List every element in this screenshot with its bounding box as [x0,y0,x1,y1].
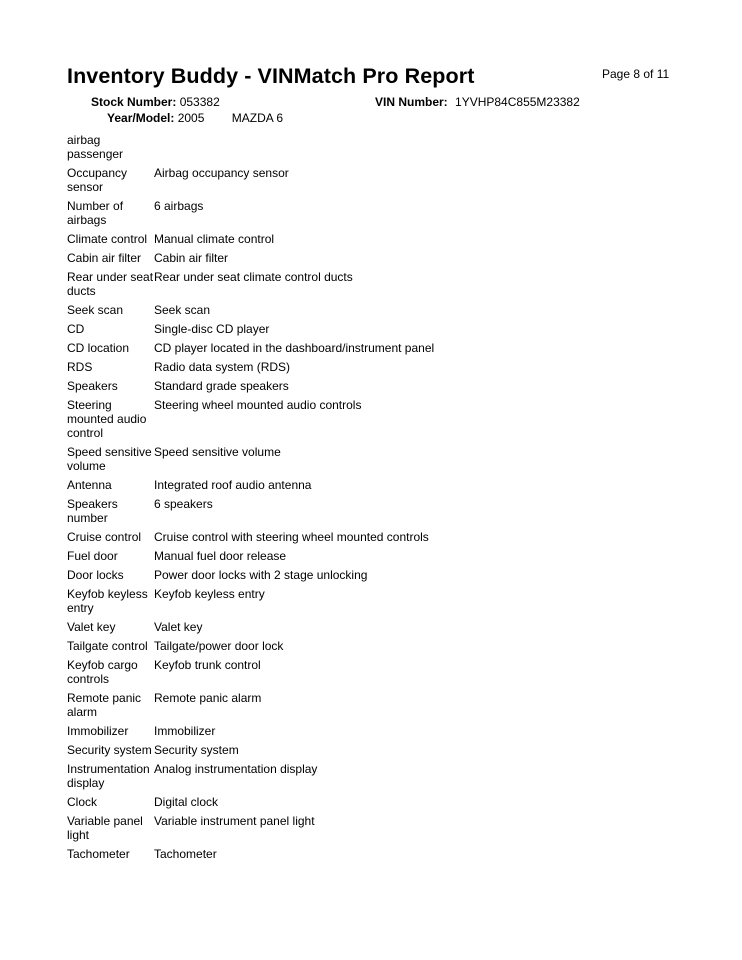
spec-value: Steering wheel mounted audio controls [154,398,362,412]
spec-row [67,396,687,443]
spec-value: Cabin air filter [154,251,229,265]
spec-value: Seek scan [154,303,211,317]
spec-name: Valet key [67,620,116,634]
spec-value: Variable instrument panel light [154,814,315,828]
spec-row [67,301,687,320]
vin-number-value: 1YVHP84C855M23382 [455,95,580,109]
stock-number-label: Stock Number: [91,95,177,109]
spec-row [67,197,687,230]
spec-name: Fuel door [67,549,118,563]
spec-row [67,230,687,249]
page-number: Page 8 of 11 [602,67,670,81]
spec-value: Power door locks with 2 stage unlocking [154,568,368,582]
vin-number [375,95,580,109]
spec-value: Manual fuel door release [154,549,287,563]
spec-name: Door locks [67,568,124,582]
spec-row [67,845,687,864]
spec-row [67,495,687,528]
spec-name: Seek scan [67,303,124,317]
spec-value: Integrated roof audio antenna [154,478,312,492]
spec-name: CD location [67,341,130,355]
year-model [107,111,283,125]
spec-row [67,476,687,495]
vin-number-label: VIN Number: [375,95,448,109]
spec-row [67,249,687,268]
spec-name: Speakers [67,379,118,393]
spec-row [67,164,687,197]
spec-row [67,618,687,637]
spec-value: Standard grade speakers [154,379,289,393]
spec-value: Digital clock [154,795,219,809]
spec-name: Occupancy sensor [67,166,128,194]
spec-value [154,133,687,161]
spec-row [67,268,687,301]
spec-name: Speed sensitive volume [67,445,152,473]
spec-name: Security system [67,743,152,757]
spec-value: CD player located in the dashboard/instrument panel [154,341,435,355]
spec-value: Cruise control with steering wheel mounted controls [154,530,429,544]
spec-name: Speakers number [67,497,118,525]
model-value: MAZDA 6 [231,111,284,125]
spec-name: Rear under seat ducts [67,270,154,298]
spec-row [67,722,687,741]
spec-name: Cabin air filter [67,251,142,265]
report-title: Inventory Buddy - VINMatch Pro Report [67,64,475,88]
spec-row [67,547,687,566]
spec-value: Speed sensitive volume [154,445,281,459]
spec-value: Valet key [154,620,203,634]
spec-name: RDS [67,360,93,374]
spec-row [67,339,687,358]
spec-value: Manual climate control [154,232,275,246]
spec-row [67,358,687,377]
spec-value: Keyfob trunk control [154,658,261,672]
spec-value: Airbag occupancy sensor [154,166,289,180]
spec-row [67,656,687,689]
spec-row [67,689,687,722]
spec-name: Antenna [67,478,112,492]
spec-row [67,812,687,845]
spec-name: Variable panel light [67,814,143,842]
spec-row [67,760,687,793]
spec-value: Security system [154,743,239,757]
spec-name: Instrumentation display [67,762,150,790]
spec-name: Climate control [67,232,148,246]
year-value: 2005 [177,111,205,125]
spec-name: Number of airbags [67,199,124,227]
spec-value: 6 speakers [154,497,213,511]
stock-number-value: 053382 [179,95,220,109]
spec-value: Analog instrumentation display [154,762,318,776]
spec-value: Tachometer [154,847,217,861]
spec-name: Tachometer [67,847,130,861]
spec-value: Tailgate/power door lock [154,639,284,653]
spec-value: Remote panic alarm [154,691,262,705]
spec-name: airbag passenger [67,133,124,161]
spec-value: Keyfob keyless entry [154,587,265,601]
spec-value: Rear under seat climate control ducts [154,270,353,284]
spec-name: Keyfob cargo controls [67,658,138,686]
spec-name: Clock [67,795,98,809]
spec-table [67,133,687,864]
spec-name: CD [67,322,85,336]
spec-name: Immobilizer [67,724,129,738]
spec-row [67,133,687,164]
spec-name: Remote panic alarm [67,691,142,719]
spec-name: Cruise control [67,530,142,544]
spec-row [67,637,687,656]
spec-row [67,793,687,812]
spec-value: Single-disc CD player [154,322,270,336]
spec-row [67,443,687,476]
spec-row [67,320,687,339]
spec-row [67,566,687,585]
spec-name: Keyfob keyless entry [67,587,148,615]
spec-row [67,741,687,760]
spec-value: Radio data system (RDS) [154,360,291,374]
spec-value: Immobilizer [154,724,216,738]
spec-row [67,377,687,396]
spec-name: Tailgate control [67,639,148,653]
spec-row [67,528,687,547]
spec-row [67,585,687,618]
year-model-label: Year/Model: [107,111,175,125]
stock-number [91,95,220,109]
spec-value: 6 airbags [154,199,204,213]
spec-name: Steering mounted audio control [67,398,147,440]
